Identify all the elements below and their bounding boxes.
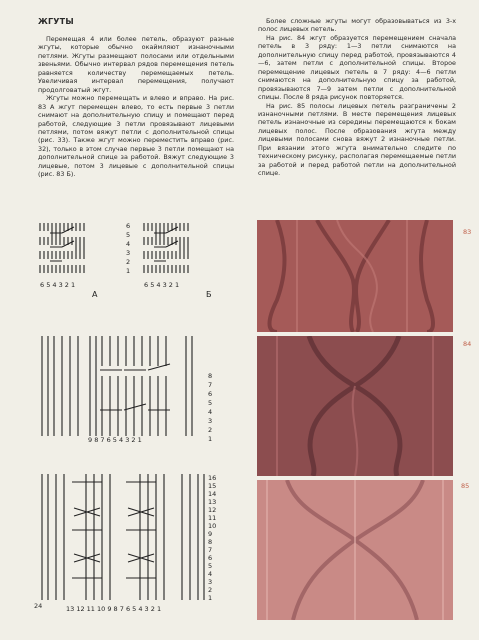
figure-label: 85	[461, 482, 470, 490]
row-number: 1	[126, 267, 131, 275]
knitting-chart-85	[42, 474, 204, 600]
row-number: 3	[126, 249, 131, 257]
knitting-chart-84	[42, 336, 192, 436]
row-number: 1	[208, 594, 213, 602]
row-number: 4	[126, 240, 131, 248]
paragraph: Перемещая 4 или более петель, образуют разные жгуты, которые обычно окаймляют изнаночными петлями. Жгуты размещают полосами или отдельными звеньями. Обычно интервал рядов перемещения петель равняется количеству перемещаемых петель. Увеличивая интервал перемещения, получают продолговатый жгут.	[38, 35, 234, 94]
knitting-photo-83	[257, 220, 453, 332]
row-number: 8	[208, 538, 213, 546]
label-b: Б	[206, 290, 212, 299]
paragraph: На рис. 84 жгут образуется перемещением сначала петель в 3 ряду: 1—3 петли снимаются на дополнительную спицу перед работой, провязываются 4—6, затем петли с дополнительной спицы. Второе перемещение лицевых петель в 7 ряду: 4—6 петли снимаются на дополнительную спицу за работой, провязываются 7—9 затем петли с дополнительной спицы. После 8 ряда рисунок повторяется.	[258, 33, 456, 102]
figure-label: 83	[463, 228, 472, 236]
diagram-85	[36, 468, 236, 618]
stitch-numbers: 6 5 4 3 2 1	[40, 281, 76, 289]
stitch-numbers: 13 12 11 10 9 8 7 6 5 4 3 2 1	[66, 605, 162, 613]
row-number: 4	[208, 408, 213, 416]
row-number: 6	[208, 554, 213, 562]
section-heading: ЖГУТЫ	[38, 17, 74, 26]
row-number: 5	[208, 399, 213, 407]
diagram-84	[36, 330, 236, 450]
paragraph: На рис. 85 полосы лицевых петель разграничены 2 изнаночными петлями. В месте перемещения лицевых петель изнаночные из середины перемещаются к бокам лицевых полос. После образования жгута между лицевыми полосами снова вяжут 2 изнаночные петли. При вязании этого жгута внимательно следите по техническому рисунку, располагая перемещаемые петли за работой и перед работой петли на дополнительной спице.	[258, 101, 456, 178]
label-a: А	[92, 290, 98, 299]
row-number: 1	[208, 435, 213, 443]
row-number: 5	[208, 562, 213, 570]
row-number: 14	[208, 490, 217, 498]
row-number: 5	[126, 231, 131, 239]
row-number: 15	[208, 482, 217, 490]
knitting-photo-84	[257, 336, 453, 476]
row-number: 3	[208, 578, 213, 586]
row-number: 2	[126, 258, 131, 266]
knitting-chart-83a	[40, 223, 84, 273]
page-number: 24	[34, 602, 43, 610]
figure-label: 84	[463, 340, 472, 348]
row-number: 16	[208, 474, 217, 482]
knitting-photo-85	[257, 480, 453, 620]
row-number: 10	[208, 522, 217, 530]
row-number: 4	[208, 570, 213, 578]
row-number: 9	[208, 530, 213, 538]
row-number: 2	[208, 586, 213, 594]
row-number: 7	[208, 381, 213, 389]
knitting-chart-83b	[144, 223, 188, 273]
stitch-numbers: 6 5 4 3 2 1	[144, 281, 180, 289]
right-text-column	[258, 17, 456, 178]
row-number: 12	[208, 506, 217, 514]
diagram-83	[36, 215, 236, 315]
row-number: 2	[208, 426, 213, 434]
row-number: 11	[208, 514, 217, 522]
row-number: 13	[208, 498, 217, 506]
left-text-column	[38, 35, 234, 179]
row-number: 3	[208, 417, 213, 425]
row-number: 8	[208, 372, 213, 380]
stitch-numbers: 9 8 7 6 5 4 3 2 1	[88, 436, 142, 444]
paragraph: Жгуты можно перемещать и влево и вправо. На рис. 83 А жгут перемещен влево, то есть первые 3 петли снимают на дополнительную спицу и помещают перед работой, следующие 3 петли провязывают лицевыми петлями, потом вяжут петли с дополнительной спицы (рис. 33). Также жгут можно переместить вправо (рис. 32), только в этом случае первые 3 петли помещают на дополнительной спице за работой. Вяжут следующие 3 лицевые, потом 3 лицевые с дополнительной спицы (рис. 83 Б).	[38, 94, 234, 179]
row-number: 6	[208, 390, 213, 398]
paragraph: Более сложные жгуты могут образовываться из 3-х полос лицевых петель.	[258, 17, 456, 34]
row-number: 6	[126, 222, 131, 230]
row-number: 7	[208, 546, 213, 554]
